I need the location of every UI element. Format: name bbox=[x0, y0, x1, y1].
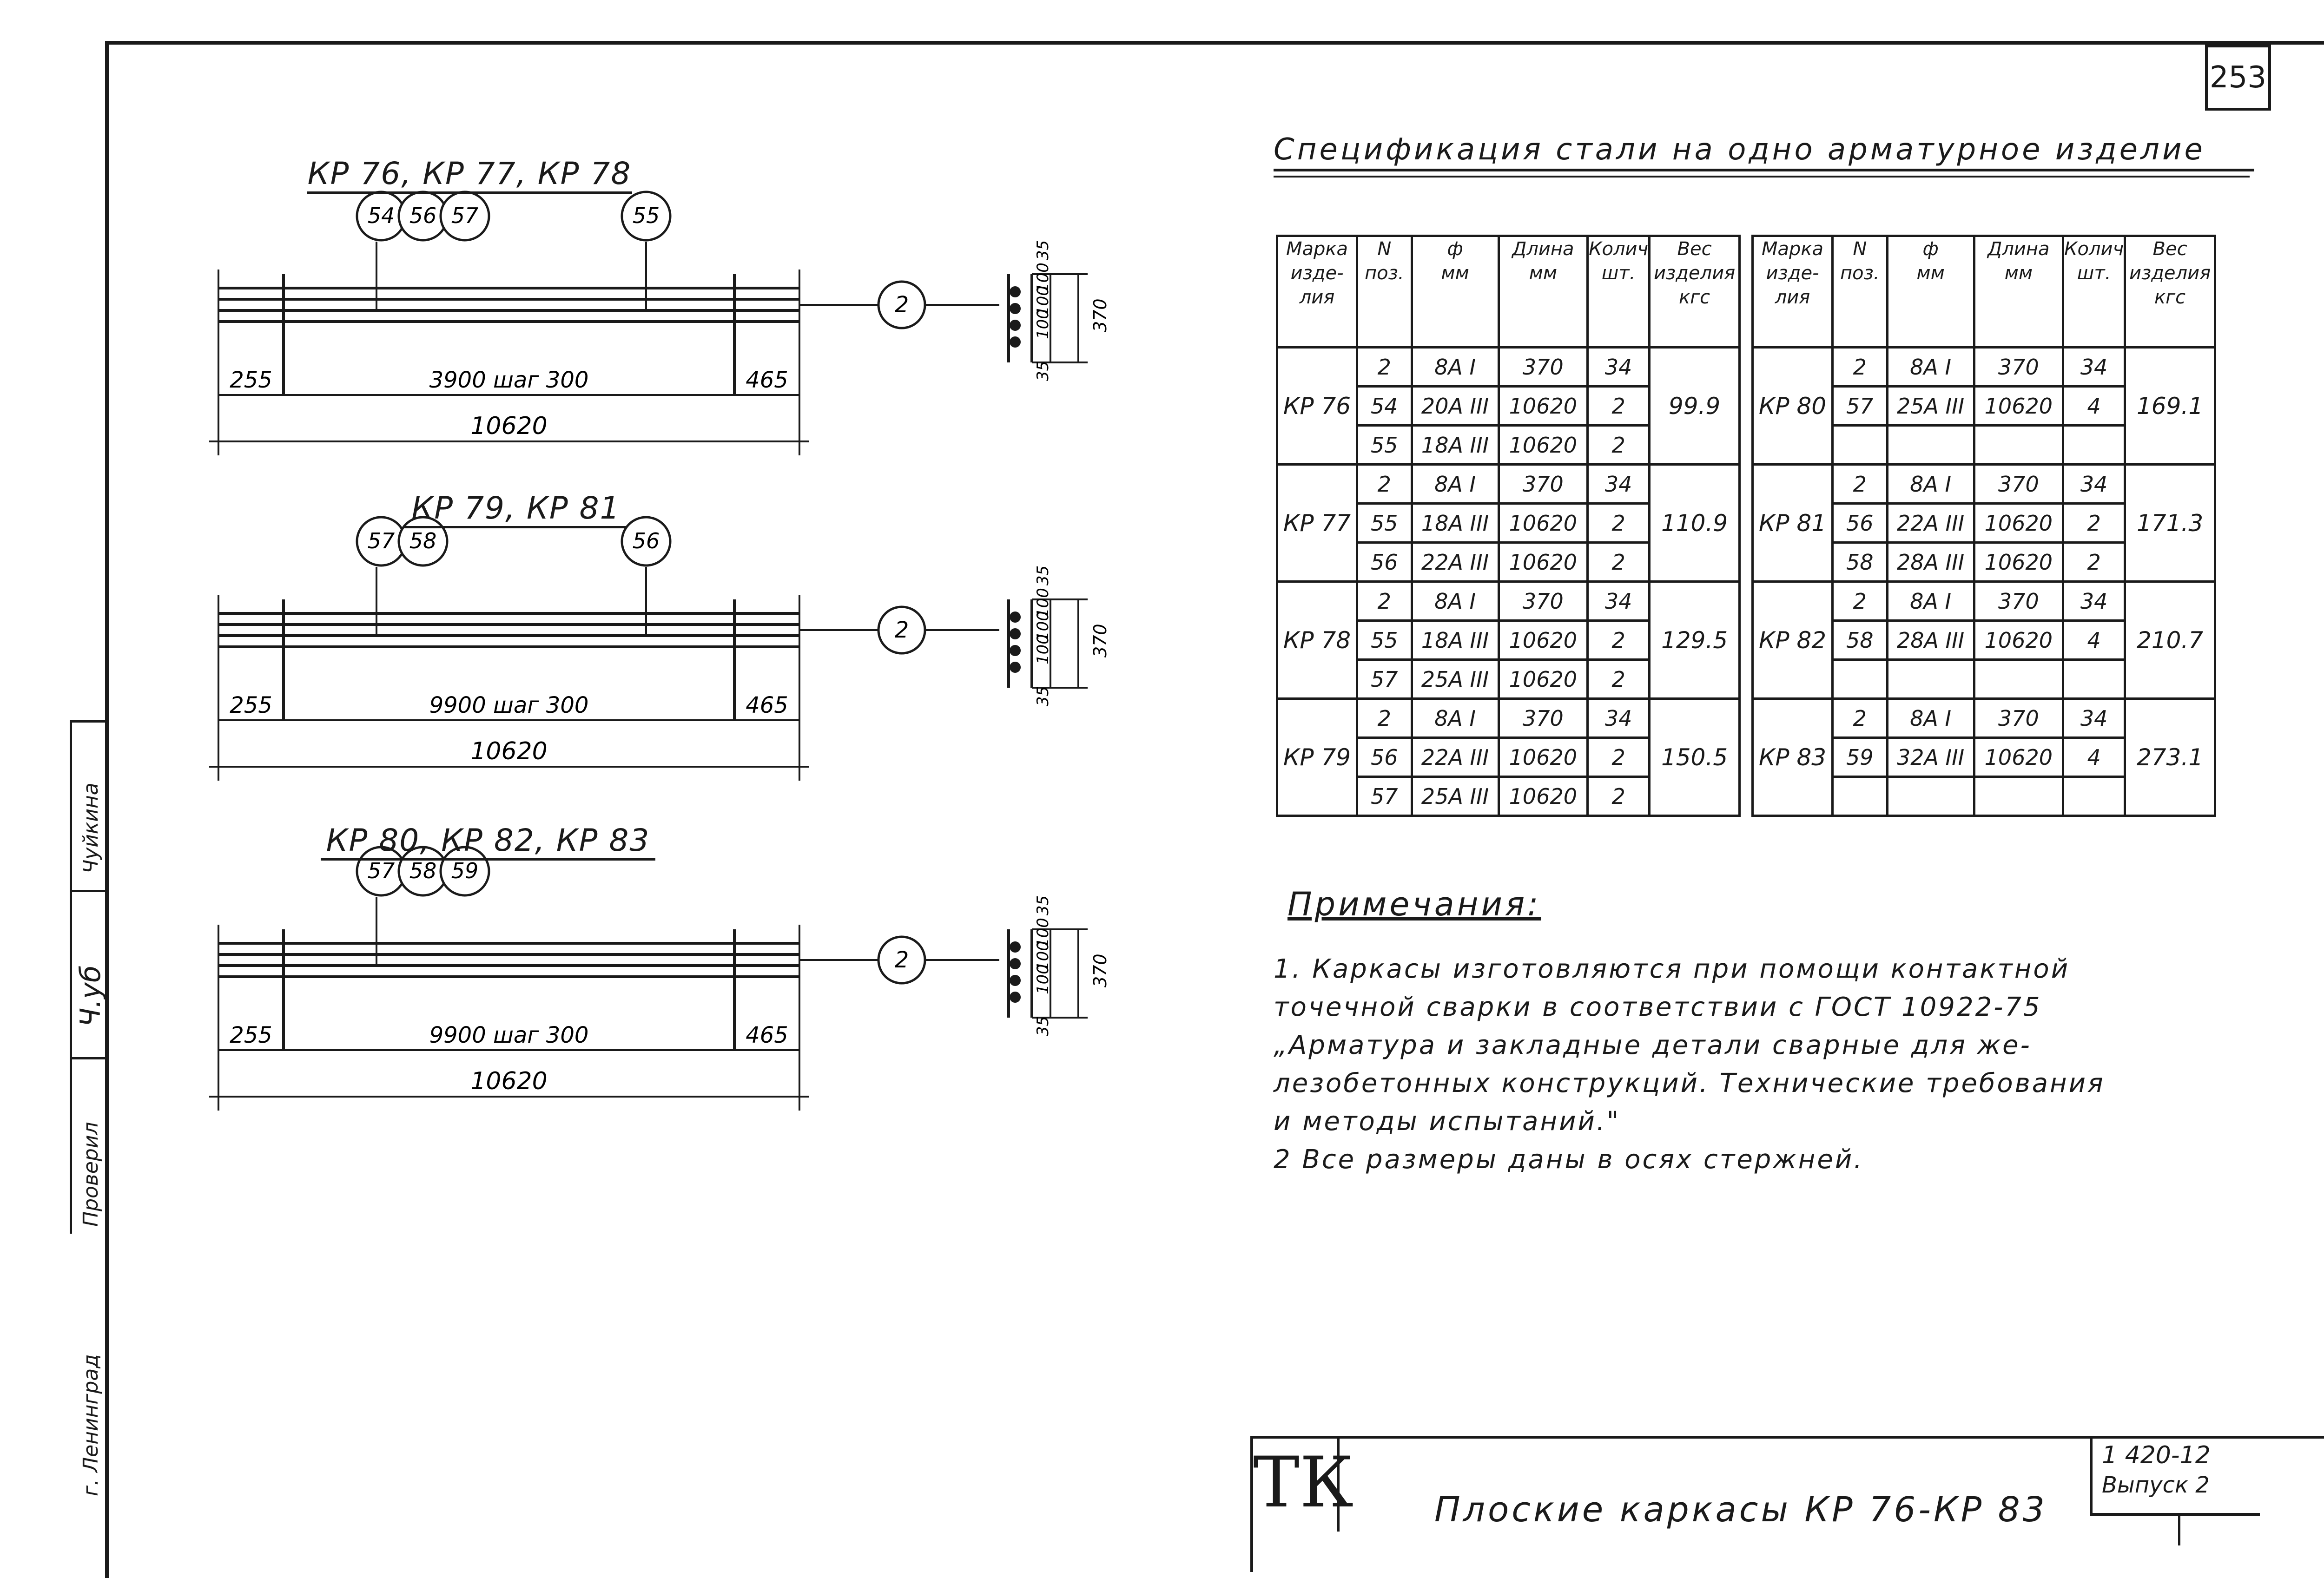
spec-cell: 32А III bbox=[1887, 738, 1974, 777]
spec-weight-cell: 110.9 bbox=[1650, 465, 1740, 582]
spec-cell: 10620 bbox=[1499, 738, 1588, 777]
spec-cell: 34 bbox=[2063, 465, 2125, 504]
spec-cell: 58 bbox=[1833, 621, 1888, 660]
dim-left: 255 bbox=[230, 367, 272, 393]
section-bar-dot bbox=[1010, 286, 1021, 297]
section-bar-dot bbox=[1010, 628, 1021, 639]
page-number: 253 bbox=[2205, 45, 2271, 111]
spec-cell: 55 bbox=[1357, 621, 1412, 660]
spec-cell bbox=[1974, 426, 2063, 465]
spec-cell: 10620 bbox=[1499, 543, 1588, 582]
spec-cell: 22А III bbox=[1412, 738, 1499, 777]
section-dim-label: 100 bbox=[1034, 918, 1052, 948]
position-marker-label: 54 bbox=[367, 203, 395, 228]
spec-cell bbox=[2063, 660, 2125, 699]
section-dim-label: 100 bbox=[1034, 286, 1052, 316]
spec-cell: 2 bbox=[1357, 699, 1412, 738]
spec-cell: 2 bbox=[1588, 660, 1650, 699]
spec-cell: 2 bbox=[2063, 543, 2125, 582]
dim-total: 10620 bbox=[470, 737, 548, 765]
spec-cell: 2 bbox=[1833, 465, 1888, 504]
position-marker-label: 55 bbox=[632, 203, 660, 228]
spec-mark-cell: КР 83 bbox=[1753, 699, 1833, 816]
spec-cell: 57 bbox=[1833, 387, 1888, 426]
spec-header-cell: Марка изде-лия bbox=[1753, 236, 1833, 348]
tk-logo: ТК bbox=[1253, 1439, 1340, 1532]
spec-weight-cell: 273.1 bbox=[2125, 699, 2215, 816]
spec-cell: 370 bbox=[1974, 699, 2063, 738]
spec-cell: 4 bbox=[2063, 621, 2125, 660]
spec-header-cell: Длина мм bbox=[1499, 236, 1588, 348]
spec-cell: 10620 bbox=[1974, 504, 2063, 543]
spec-cell: 8А I bbox=[1412, 348, 1499, 387]
code-box bbox=[2090, 1439, 2260, 1516]
spec-cell bbox=[1833, 660, 1888, 699]
spec-cell bbox=[2063, 777, 2125, 816]
spec-cell: 28А III bbox=[1887, 621, 1974, 660]
section-bar-dot bbox=[1010, 303, 1021, 314]
spec-cell: 2 bbox=[1357, 348, 1412, 387]
dim-right: 465 bbox=[746, 1022, 788, 1048]
spec-cell: 18А III bbox=[1412, 621, 1499, 660]
position-marker-label: 58 bbox=[409, 858, 437, 883]
spec-header-cell: Марка изде-лия bbox=[1277, 236, 1357, 348]
section-dim-label: 35 bbox=[1034, 240, 1052, 260]
spec-cell bbox=[1887, 660, 1974, 699]
series-code: 1 420-12 bbox=[2102, 1441, 2211, 1469]
section-3-caption: КР 80, КР 82, КР 83 bbox=[321, 822, 655, 861]
spec-cell: 34 bbox=[2063, 582, 2125, 621]
note-line: лезобетонных конструкций. Технические требования bbox=[1274, 1068, 2105, 1098]
spec-cell: 10620 bbox=[1974, 387, 2063, 426]
spec-cell: 2 bbox=[1833, 699, 1888, 738]
spec-header-cell: Колич шт. bbox=[2063, 236, 2125, 348]
spec-title-rule bbox=[1274, 176, 2250, 178]
spec-cell: 10620 bbox=[1974, 621, 2063, 660]
spec-mark-cell: КР 78 bbox=[1277, 582, 1357, 699]
section-dim-label: 100 bbox=[1034, 309, 1052, 339]
section-bar-dot bbox=[1010, 992, 1021, 1003]
spec-cell: 22А III bbox=[1887, 504, 1974, 543]
spec-cell: 57 bbox=[1357, 660, 1412, 699]
issue-label: Выпуск 2 bbox=[2102, 1472, 2210, 1498]
spec-header-cell: N поз. bbox=[1357, 236, 1412, 348]
spec-header-cell: N поз. bbox=[1833, 236, 1888, 348]
spec-mark-cell: КР 81 bbox=[1753, 465, 1833, 582]
spec-weight-cell: 129.5 bbox=[1650, 582, 1740, 699]
spec-cell: 370 bbox=[1499, 348, 1588, 387]
section-bar-dot bbox=[1010, 958, 1021, 969]
spec-mark-cell: КР 80 bbox=[1753, 348, 1833, 465]
spec-cell: 54 bbox=[1357, 387, 1412, 426]
spec-cell bbox=[1974, 660, 2063, 699]
spec-table-left bbox=[1276, 235, 1741, 817]
spec-cell: 57 bbox=[1357, 777, 1412, 816]
spec-header-cell: Длина мм bbox=[1974, 236, 2063, 348]
section-dim-label: 100 bbox=[1034, 611, 1052, 641]
section-bar-dot bbox=[1010, 941, 1021, 953]
spec-cell: 10620 bbox=[1499, 426, 1588, 465]
node-callout-label: 2 bbox=[894, 947, 909, 973]
section-total-dim: 370 bbox=[1090, 624, 1110, 658]
spec-cell: 20А III bbox=[1412, 387, 1499, 426]
spec-cell: 370 bbox=[1974, 582, 2063, 621]
spec-cell: 2 bbox=[1357, 582, 1412, 621]
title-block bbox=[1250, 1436, 2324, 1572]
spec-cell: 8А I bbox=[1412, 582, 1499, 621]
spec-cell bbox=[1887, 777, 1974, 816]
spec-cell: 8А I bbox=[1412, 699, 1499, 738]
spec-cell: 2 bbox=[1833, 348, 1888, 387]
spec-weight-cell: 99.9 bbox=[1650, 348, 1740, 465]
spec-cell: 10620 bbox=[1499, 504, 1588, 543]
section-dim-label: 100 bbox=[1034, 588, 1052, 618]
section-2-caption: КР 79, КР 81 bbox=[404, 490, 627, 528]
section-1-caption: КР 76, КР 77, КР 78 bbox=[307, 156, 632, 194]
spec-cell: 2 bbox=[1588, 426, 1650, 465]
section-dim-label: 100 bbox=[1034, 634, 1052, 664]
spec-header-cell: Вес изделия кгс bbox=[2125, 236, 2215, 348]
spec-cell: 59 bbox=[1833, 738, 1888, 777]
spec-cell: 8А I bbox=[1887, 348, 1974, 387]
spec-mark-cell: КР 82 bbox=[1753, 582, 1833, 699]
spec-cell bbox=[1887, 426, 1974, 465]
section-dim-label: 35 bbox=[1034, 895, 1052, 915]
spec-cell: 34 bbox=[2063, 699, 2125, 738]
spec-cell: 370 bbox=[1974, 348, 2063, 387]
spec-cell: 10620 bbox=[1499, 621, 1588, 660]
spec-cell: 10620 bbox=[1974, 738, 2063, 777]
note-line: и методы испытаний." bbox=[1274, 1106, 1621, 1137]
section-dim-label: 35 bbox=[1034, 565, 1052, 585]
dim-right: 465 bbox=[746, 367, 788, 393]
spec-cell: 2 bbox=[1588, 387, 1650, 426]
drawing-title: Плоские каркасы КР 76-КР 83 bbox=[1434, 1490, 2047, 1530]
spec-weight-cell: 210.7 bbox=[2125, 582, 2215, 699]
spec-cell: 8А I bbox=[1887, 699, 1974, 738]
spec-cell: 18А III bbox=[1412, 504, 1499, 543]
spec-cell: 55 bbox=[1357, 426, 1412, 465]
notes-title: Примечания: bbox=[1287, 885, 1541, 923]
section-total-dim: 370 bbox=[1090, 953, 1110, 987]
position-marker-label: 57 bbox=[451, 203, 479, 228]
spec-cell: 10620 bbox=[1974, 543, 2063, 582]
spec-cell: 22А III bbox=[1412, 543, 1499, 582]
spec-cell: 18А III bbox=[1412, 426, 1499, 465]
dim-left: 255 bbox=[230, 1022, 272, 1048]
spec-cell bbox=[1974, 777, 2063, 816]
spec-weight-cell: 171.3 bbox=[2125, 465, 2215, 582]
section-bar-dot bbox=[1010, 975, 1021, 986]
spec-cell bbox=[2063, 426, 2125, 465]
node-callout-label: 2 bbox=[894, 292, 909, 318]
section-dim-label: 100 bbox=[1034, 941, 1052, 971]
spec-cell: 2 bbox=[2063, 504, 2125, 543]
spec-cell: 4 bbox=[2063, 738, 2125, 777]
section-bar-dot bbox=[1010, 611, 1021, 623]
spec-mark-cell: КР 79 bbox=[1277, 699, 1357, 816]
dim-middle: 9900 шаг 300 bbox=[429, 1022, 589, 1048]
spec-cell: 370 bbox=[1499, 699, 1588, 738]
spec-cell: 56 bbox=[1357, 543, 1412, 582]
spec-table-right bbox=[1751, 235, 2216, 817]
spec-cell: 56 bbox=[1833, 504, 1888, 543]
spec-title: Спецификация стали на одно арматурное изделие bbox=[1274, 132, 2254, 171]
dim-middle: 3900 шаг 300 bbox=[429, 367, 589, 393]
dim-right: 465 bbox=[746, 692, 788, 718]
section-bar-dot bbox=[1010, 645, 1021, 656]
spec-header-cell: ф мм bbox=[1887, 236, 1974, 348]
spec-cell: 2 bbox=[1588, 777, 1650, 816]
spec-cell: 56 bbox=[1357, 738, 1412, 777]
spec-cell: 8А I bbox=[1887, 465, 1974, 504]
spec-cell bbox=[1833, 426, 1888, 465]
spec-cell: 34 bbox=[1588, 465, 1650, 504]
spec-cell: 55 bbox=[1357, 504, 1412, 543]
spec-cell: 2 bbox=[1357, 465, 1412, 504]
position-marker-label: 56 bbox=[409, 203, 437, 228]
spec-cell: 2 bbox=[1588, 621, 1650, 660]
checker-name: Чуйкина bbox=[79, 782, 103, 874]
position-marker-label: 57 bbox=[367, 528, 395, 553]
spec-cell: 370 bbox=[1499, 465, 1588, 504]
spec-cell: 2 bbox=[1588, 504, 1650, 543]
spec-cell: 370 bbox=[1974, 465, 2063, 504]
checked-by-label: Проверил bbox=[79, 1122, 103, 1227]
spec-header-cell: ф мм bbox=[1412, 236, 1499, 348]
section-bar-dot bbox=[1010, 320, 1021, 331]
spec-mark-cell: КР 77 bbox=[1277, 465, 1357, 582]
spec-cell: 8А I bbox=[1887, 582, 1974, 621]
spec-cell: 25А III bbox=[1887, 387, 1974, 426]
note-line: 2 Все размеры даны в осях стержней. bbox=[1274, 1144, 1864, 1175]
spec-cell: 34 bbox=[1588, 699, 1650, 738]
section-dim-label: 100 bbox=[1034, 263, 1052, 293]
section-dim-label: 35 bbox=[1034, 686, 1052, 706]
spec-cell: 28А III bbox=[1887, 543, 1974, 582]
spec-cell: 10620 bbox=[1499, 777, 1588, 816]
note-line: точечной сварки в соответствии с ГОСТ 10922-75 bbox=[1274, 992, 2042, 1022]
spec-cell: 25А III bbox=[1412, 660, 1499, 699]
position-marker-label: 57 bbox=[367, 858, 395, 883]
spec-weight-cell: 150.5 bbox=[1650, 699, 1740, 816]
spec-cell: 2 bbox=[1833, 582, 1888, 621]
section-dim-label: 100 bbox=[1034, 964, 1052, 994]
section-bar-dot bbox=[1010, 336, 1021, 348]
spec-cell: 34 bbox=[2063, 348, 2125, 387]
section-bar-dot bbox=[1010, 662, 1021, 673]
spec-cell: 10620 bbox=[1499, 387, 1588, 426]
spec-header-cell: Вес изделия кгс bbox=[1650, 236, 1740, 348]
note-line: „Арматура и закладные детали сварные для же- bbox=[1274, 1030, 2032, 1060]
dim-left: 255 bbox=[230, 692, 272, 718]
spec-cell: 34 bbox=[1588, 348, 1650, 387]
position-marker-label: 58 bbox=[409, 528, 437, 553]
note-line: 1. Каркасы изготовляются при помощи контактной bbox=[1274, 954, 2070, 984]
spec-cell: 10620 bbox=[1499, 660, 1588, 699]
section-dim-label: 35 bbox=[1034, 1016, 1052, 1036]
notes-body bbox=[1274, 950, 2105, 1179]
spec-cell: 58 bbox=[1833, 543, 1888, 582]
spec-cell: 2 bbox=[1588, 738, 1650, 777]
section-total-dim: 370 bbox=[1090, 298, 1110, 332]
dim-total: 10620 bbox=[470, 1067, 548, 1095]
spec-header-cell: Колич шт. bbox=[1588, 236, 1650, 348]
city-label: г. Ленинград bbox=[79, 1354, 103, 1496]
position-marker-label: 59 bbox=[451, 858, 479, 883]
spec-cell: 8А I bbox=[1412, 465, 1499, 504]
spec-cell: 4 bbox=[2063, 387, 2125, 426]
spec-cell: 370 bbox=[1499, 582, 1588, 621]
spec-weight-cell: 169.1 bbox=[2125, 348, 2215, 465]
spec-mark-cell: КР 76 bbox=[1277, 348, 1357, 465]
spec-cell: 25А III bbox=[1412, 777, 1499, 816]
spec-cell: 34 bbox=[1588, 582, 1650, 621]
signature-text: Ч.уб bbox=[74, 965, 107, 1027]
spec-cell: 2 bbox=[1588, 543, 1650, 582]
dim-middle: 9900 шаг 300 bbox=[429, 692, 589, 718]
node-callout-label: 2 bbox=[894, 617, 909, 643]
spec-cell bbox=[1833, 777, 1888, 816]
position-marker-label: 56 bbox=[632, 528, 660, 553]
section-dim-label: 35 bbox=[1034, 361, 1052, 381]
dim-total: 10620 bbox=[470, 412, 548, 440]
